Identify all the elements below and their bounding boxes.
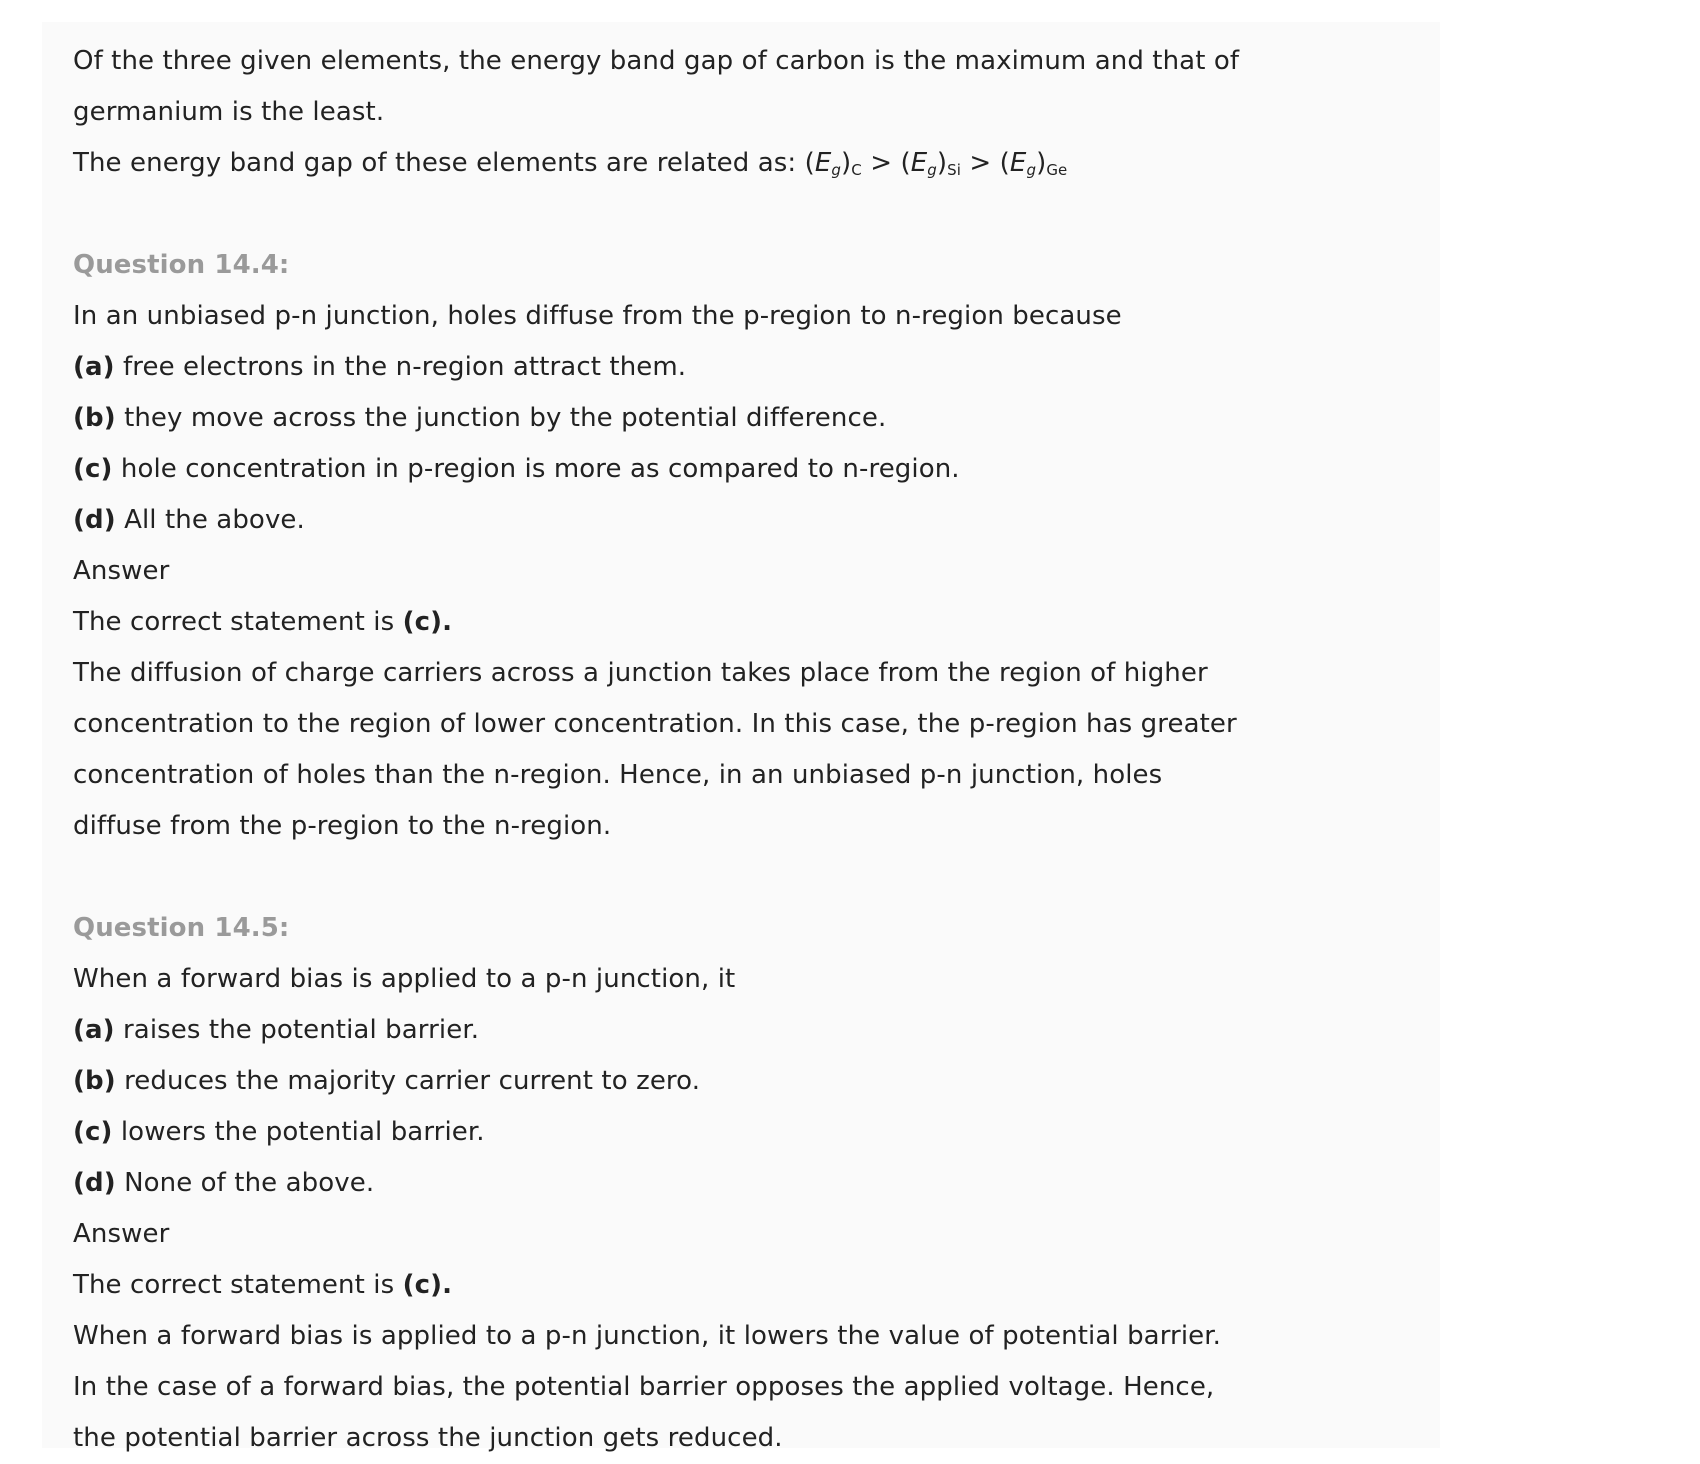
question-14-5 — [73, 903, 1413, 1464]
correct-choice: (c). — [402, 1270, 453, 1300]
intro-section — [73, 36, 1413, 189]
correct-statement — [73, 597, 1413, 648]
explanation-line-3: the potential barrier across the junction gets reduced. — [73, 1423, 783, 1453]
sub-silicon: Si — [947, 161, 962, 179]
document-body — [73, 36, 1413, 1464]
option-a — [73, 342, 1413, 393]
question-prompt: When a forward bias is applied to a p-n junction, it — [73, 964, 736, 994]
question-14-4 — [73, 240, 1413, 852]
explanation-line-2: concentration to the region of lower concentration. In this case, the p-region has greater — [73, 709, 1237, 739]
option-text: None of the above. — [124, 1168, 375, 1198]
option-text: raises the potential barrier. — [123, 1015, 480, 1045]
option-d — [73, 1158, 1413, 1209]
option-label: (a) — [73, 352, 115, 382]
option-label: (a) — [73, 1015, 115, 1045]
correct-choice: (c). — [402, 607, 453, 637]
symbol-e: E — [910, 148, 928, 178]
explanation-line-3: concentration of holes than the n-region. Hence, in an unbiased p-n junction, holes — [73, 760, 1163, 790]
explanation-line-1: When a forward bias is applied to a p-n junction, it lowers the value of potential barrier. — [73, 1321, 1222, 1351]
option-b — [73, 393, 1413, 444]
answer-label: Answer — [73, 556, 170, 586]
option-b — [73, 1056, 1413, 1107]
option-d — [73, 495, 1413, 546]
option-c — [73, 1107, 1413, 1158]
question-heading: Question 14.5: — [73, 913, 290, 943]
explanation-line-2: In the case of a forward bias, the potential barrier opposes the applied voltage. Hence, — [73, 1372, 1215, 1402]
option-text: hole concentration in p-region is more as compared to n-region. — [120, 454, 960, 484]
symbol-e: E — [814, 148, 832, 178]
option-label: (d) — [73, 1168, 116, 1198]
sub-carbon: C — [851, 161, 862, 179]
option-label: (c) — [73, 1117, 113, 1147]
sub-germanium: Ge — [1046, 161, 1068, 179]
gt-sign: > — [969, 148, 992, 178]
spacer — [73, 852, 1413, 903]
option-text: All the above. — [124, 505, 305, 535]
option-c — [73, 444, 1413, 495]
gt-sign: > — [870, 148, 893, 178]
question-heading: Question 14.4: — [73, 250, 290, 280]
question-prompt: In an unbiased p-n junction, holes diffuse from the p-region to n-region because — [73, 301, 1122, 331]
band-gap-relation: The energy band gap of these elements are related as: $(E_g)_C > (E_g)_{Si} > (E_g)_{Ge}$ — [73, 148, 1068, 179]
sub-g: g — [831, 161, 842, 179]
symbol-e: E — [1009, 148, 1027, 178]
spacer — [73, 189, 1413, 240]
option-text: reduces the majority carrier current to zero. — [124, 1066, 701, 1096]
intro-line-2: germanium is the least. — [73, 97, 385, 127]
option-label: (c) — [73, 454, 113, 484]
option-text: free electrons in the n-region attract them. — [123, 352, 687, 382]
intro-line-1: Of the three given elements, the energy band gap of carbon is the maximum and that of — [73, 46, 1240, 76]
correct-statement — [73, 1260, 1413, 1311]
option-label: (d) — [73, 505, 116, 535]
option-text: they move across the junction by the potential difference. — [124, 403, 887, 433]
correct-prefix: The correct statement is — [73, 607, 403, 637]
option-a — [73, 1005, 1413, 1056]
option-text: lowers the potential barrier. — [120, 1117, 485, 1147]
option-label: (b) — [73, 1066, 116, 1096]
relation-prefix: The energy band gap of these elements are related as: — [73, 148, 805, 178]
option-label: (b) — [73, 403, 116, 433]
sub-g: g — [1026, 161, 1037, 179]
explanation-line-4: diffuse from the p-region to the n-region. — [73, 811, 612, 841]
sub-g: g — [927, 161, 937, 179]
correct-prefix: The correct statement is — [73, 1270, 403, 1300]
explanation-line-1: The diffusion of charge carriers across a junction takes place from the region of higher — [73, 658, 1208, 688]
answer-label: Answer — [73, 1219, 170, 1249]
